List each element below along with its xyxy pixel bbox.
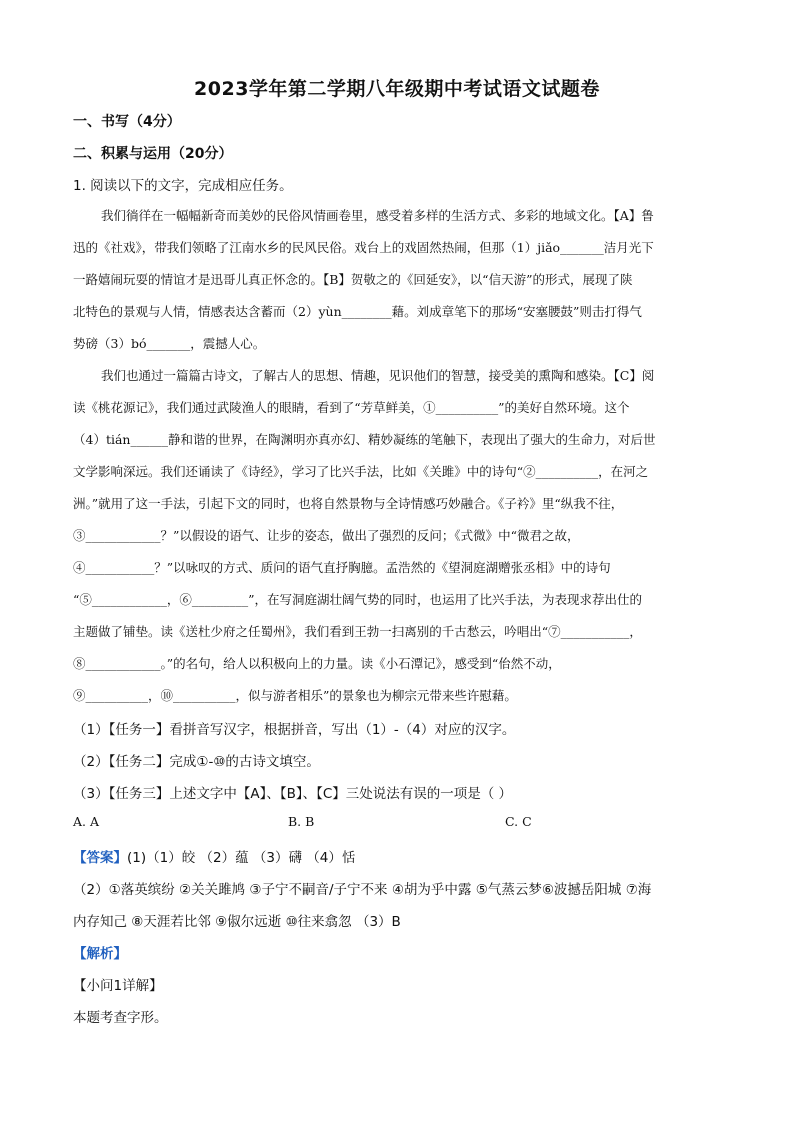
passage-line: ④___________？”以咏叹的方式、质问的语气直抒胸臆。孟浩然的《望洞庭湖赠张丞相》中的诗句 — [73, 560, 611, 575]
passage-line: 我们也通过一篇篇古诗文，了解古人的思想、情趣，见识他们的智慧，接受美的熏陶和感染。【C】阅 — [101, 368, 655, 383]
section-writing-heading: 一、书写（4分） — [73, 114, 181, 130]
option-b: B. B — [288, 814, 315, 829]
passage-line: ⑧____________。”的名句，给人以积极向上的力量。读《小石潭记》，感受到“佁然不动， — [73, 656, 561, 671]
passage-line: 洲。”就用了这一手法，引起下文的同时，也将自然景物与全诗情感巧妙融合。《子衿》里“纵我不往， — [73, 496, 624, 511]
task-3: （3）【任务三】上述文字中【A】、【B】、【C】三处说法有误的一项是（ ） — [73, 786, 513, 802]
option-c: C. C — [505, 814, 532, 829]
passage-line: 一路嬉闹玩耍的情谊才是迅哥儿真正怀念的。【B】贺敬之的《回延安》，以“信天游”的形式，展现了陕 — [73, 272, 633, 287]
passage-line: 读《桃花源记》，我们通过武陵渔人的眼睛，看到了“芳草鲜美，①__________”的美好自然环境。这个 — [73, 400, 630, 415]
passage-line: 北特色的景观与人情，情感表达含蓄而（2）yùn________藉。刘成章笔下的那场“安塞腰鼓”则击打得气 — [73, 304, 642, 319]
analysis-text: 本题考查字形。 — [73, 1010, 168, 1026]
page-title: 2023学年第二学期八年级期中考试语文试题卷 — [194, 78, 600, 100]
passage-line: 主题做了铺垫。读《送杜少府之任蜀州》，我们看到王勃一扫离别的千古愁云，吟唱出“⑦___________， — [73, 624, 642, 639]
passage-line: 迅的《社戏》，带我们领略了江南水乡的民风民俗。戏台上的戏固然热闹，但那（1）jiǎo_______洁月光下 — [73, 240, 654, 255]
passage-line: “⑤____________，⑥_________”，在写洞庭湖壮阔气势的同时，也运用了比兴手法，为表现求荐出仕的 — [73, 592, 643, 607]
passage-line: （4）tián______静和谐的世界，在陶渊明亦真亦幻、精妙凝练的笔触下，表现出了强大的生命力，对后世 — [73, 432, 656, 447]
task-1: （1）【任务一】看拼音写汉字，根据拼音，写出（1）-（4）对应的汉字。 — [73, 722, 516, 738]
analysis-label: 【解析】 — [73, 946, 127, 962]
option-a: A. A — [73, 814, 100, 829]
answer-part1: (1)（1）皎 （2）蕴 （3）礴 （4）恬 — [127, 850, 356, 866]
question-intro: 1. 阅读以下的文字，完成相应任务。 — [73, 178, 293, 194]
answer-line — [73, 846, 723, 866]
answer-part2-cont: 内存知己 ⑧天涯若比邻 ⑨俶尔远逝 ⑩往来翕忽 （3）B — [73, 914, 401, 930]
analysis-subheading: 【小问1详解】 — [73, 978, 163, 994]
passage-line: ③____________？”以假设的语气、让步的姿态，做出了强烈的反问；《式微》中“微君之故， — [73, 528, 580, 543]
answer-label: 【答案】 — [73, 850, 127, 866]
passage-line: 文学影响深远。我们还诵读了《诗经》，学习了比兴手法，比如《关雎》中的诗句“②__________，在河之 — [73, 464, 649, 479]
passage-line: ⑨__________，⑩__________，似与游者相乐”的景象也为柳宗元带来些许慰藉。 — [73, 688, 517, 703]
passage-line: 我们徜徉在一幅幅新奇而美妙的民俗风情画卷里，感受着多样的生活方式、多彩的地域文化。【A】鲁 — [101, 208, 654, 223]
section-accumulation-heading: 二、积累与运用（20分） — [73, 146, 233, 162]
task-2: （2）【任务二】完成①-⑩的古诗文填空。 — [73, 754, 320, 770]
answer-part2: （2）①落英缤纷 ②关关雎鸠 ③子宁不嗣音/子宁不来 ④胡为乎中露 ⑤气蒸云梦⑥波撼岳阳城 ⑦海 — [73, 882, 652, 898]
passage-line: 势磅（3）bó_______，震撼人心。 — [73, 336, 266, 351]
